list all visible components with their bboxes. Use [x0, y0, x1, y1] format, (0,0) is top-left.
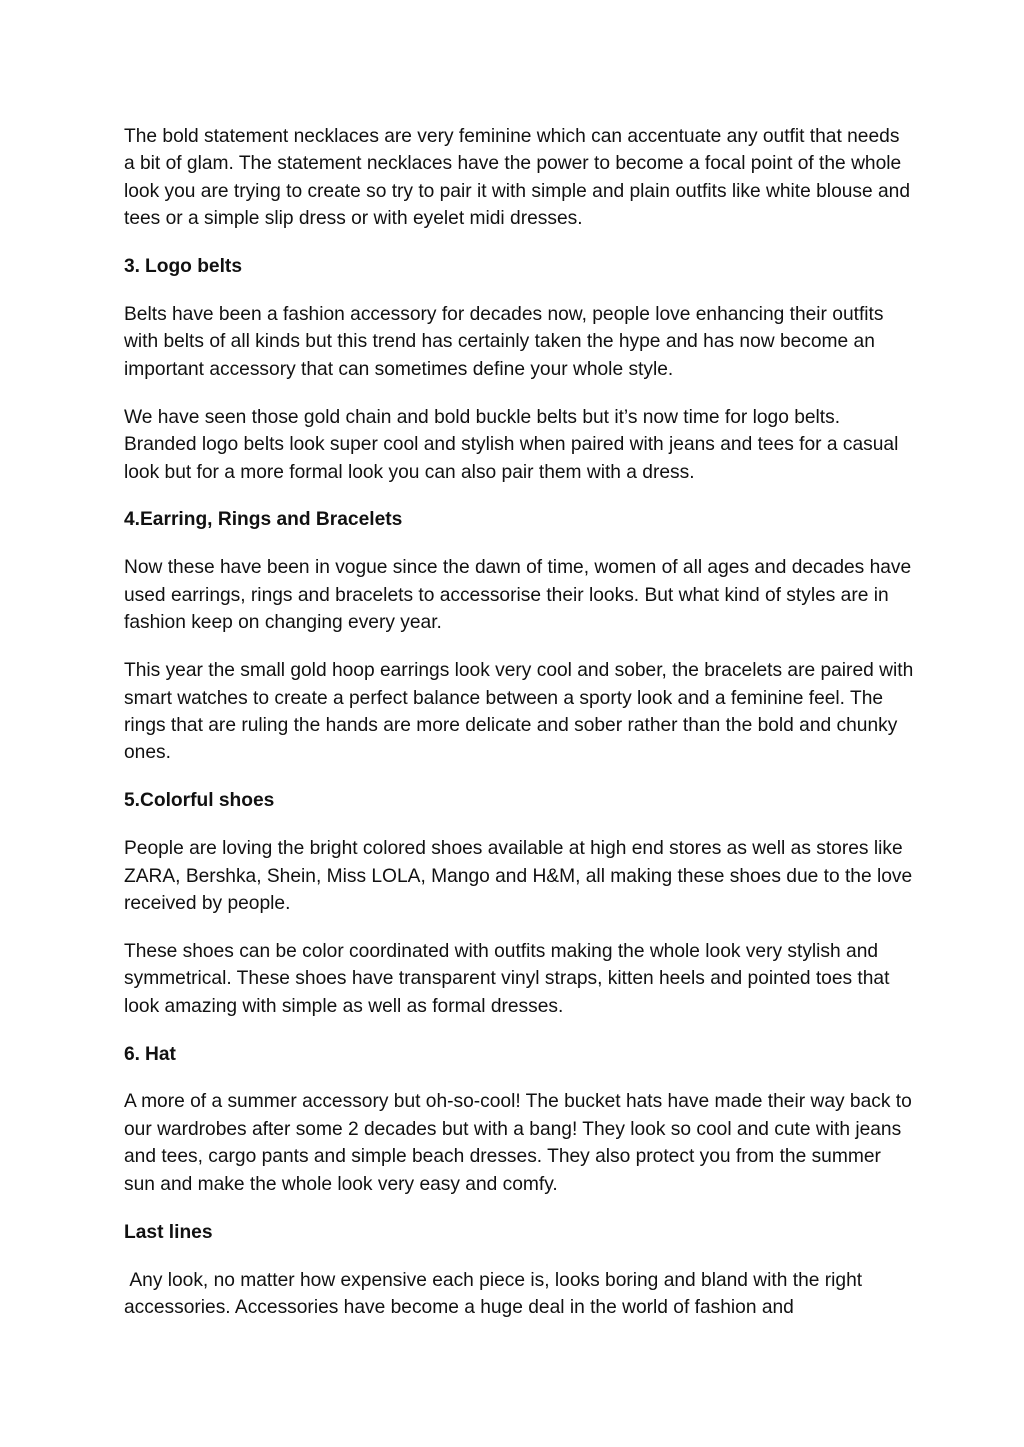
paragraph-statement-necklaces: The bold statement necklaces are very feminine which can accentuate any outfit that needs a bit of glam. The statement necklaces have the power to become a focal point of the whole look you are trying to create so try to pair it with simple and plain outfits like white blouse and tees or a simple slip dress or with eyelet midi dresses.: [124, 126, 911, 230]
heading-last-lines: Last lines: [124, 1221, 213, 1243]
heading-number: 6.: [124, 1043, 141, 1065]
heading-hat: [124, 1041, 914, 1068]
heading-logo-belts: [124, 253, 914, 280]
heading-text: Logo belts: [145, 256, 242, 278]
paragraph-shoes-style: These shoes can be color coordinated with outfits making the whole look very stylish and symmetrical. These shoes have transparent vinyl straps, kitten heels and pointed toes that look amazing with simple as well as formal dresses.: [124, 940, 890, 1017]
paragraph-logo-belts: We have seen those gold chain and bold buckle belts but it’s now time for logo belts. Branded logo belts look super cool and stylish when paired with jeans and tees for a casual look but for a more formal look you can also pair them with a dress.: [124, 406, 899, 483]
paragraph-earrings-trend: This year the small gold hoop earrings look very cool and sober, the bracelets are paired with smart watches to create a perfect balance between a sporty look and a feminine feel. The rings that are ruling the hands are more delicate and sober rather than the bold and chunky ones.: [124, 660, 914, 764]
paragraph-shoes-intro: People are loving the bright colored shoes available at high end stores as well as stores like ZARA, Bershka, Shein, Miss LOLA, Mango and H&M, all making these shoes due to the love received by people.: [124, 838, 913, 914]
heading-earrings-rings-bracelets: 4.Earring, Rings and Bracelets: [124, 509, 403, 531]
paragraph-hat: A more of a summer accessory but oh-so-cool! The bucket hats have made their way back to our wardrobes after some 2 decades but with a bang! They look so cool and cute with jeans and tees, cargo pants and simple beach dresses. They also protect you from the summer sun and make the whole look very easy and comfy.: [124, 1091, 912, 1195]
paragraph-earrings-intro: Now these have been in vogue since the dawn of time, women of all ages and decades have used earrings, rings and bracelets to accessorise their looks. But what kind of styles are in fashion keep on changing every year.: [124, 557, 912, 634]
heading-number: 3.: [124, 256, 141, 278]
heading-text: Hat: [145, 1043, 176, 1065]
heading-colorful-shoes: 5.Colorful shoes: [124, 790, 275, 812]
paragraph-last-lines: Any look, no matter how expensive each piece is, looks boring and bland with the right accessories. Accessories have become a huge deal in the world of fashion and: [124, 1269, 868, 1318]
paragraph-belts-intro: Belts have been a fashion accessory for decades now, people love enhancing their outfits with belts of all kinds but this trend has certainly taken the hype and has now become an important accessory that can sometimes define your whole style.: [124, 304, 884, 380]
document-page: [124, 123, 914, 1342]
